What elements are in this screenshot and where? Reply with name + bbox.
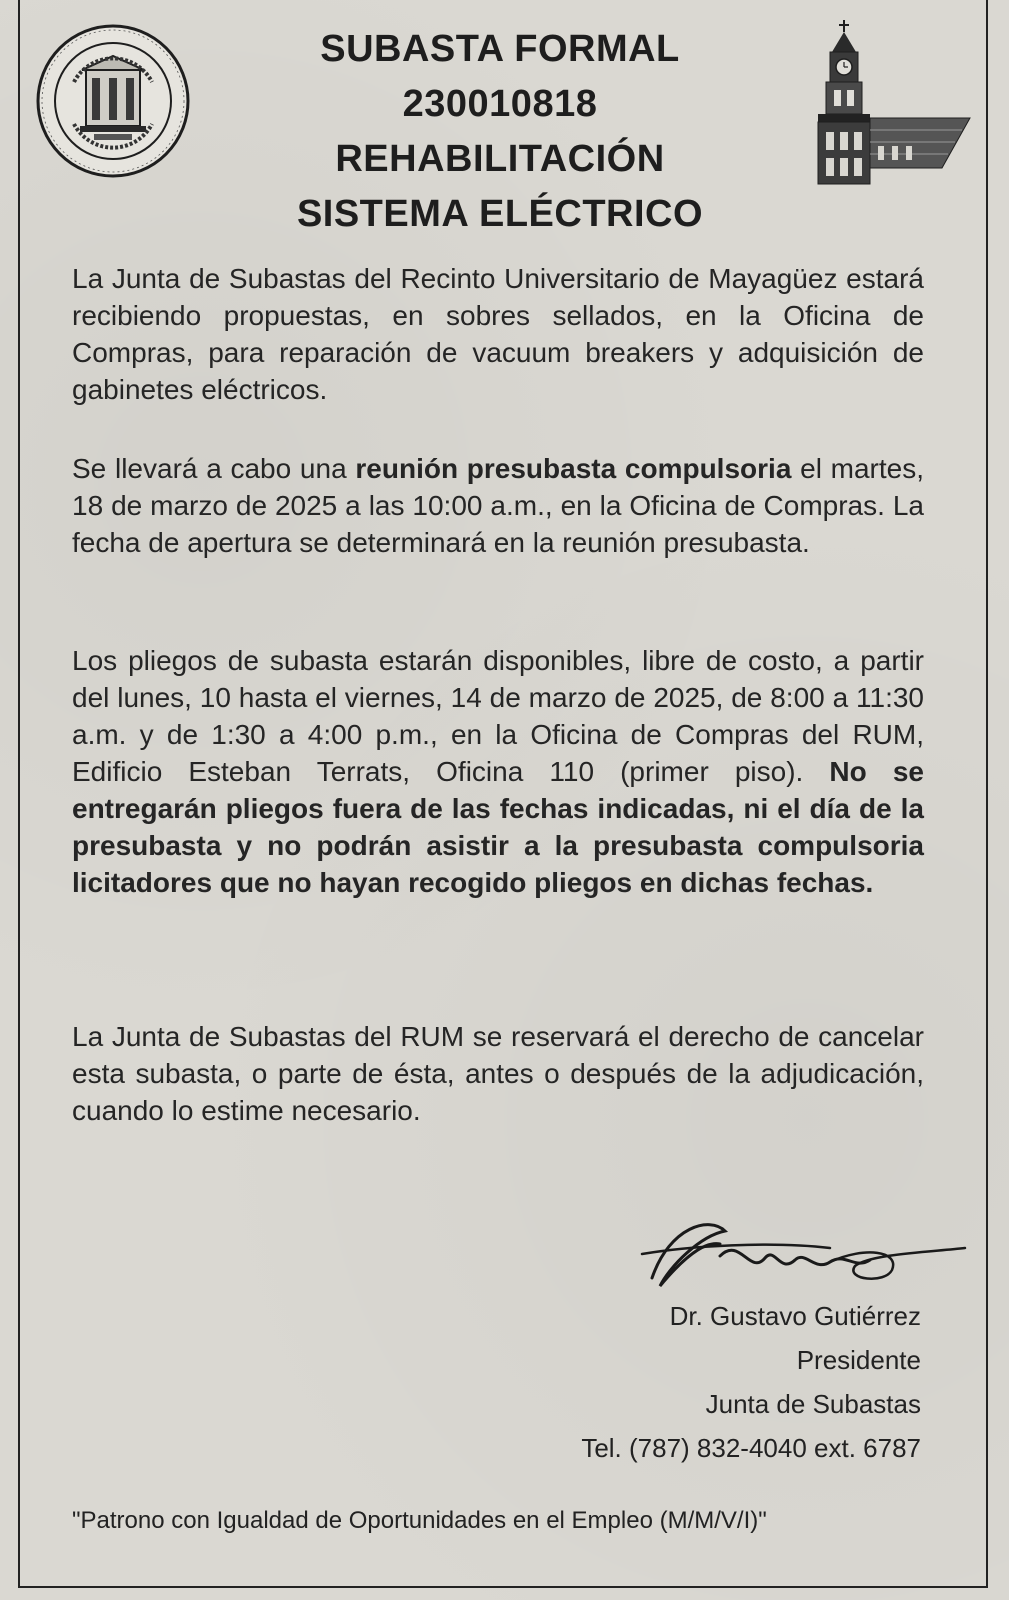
title-line-3: REHABILITACIÓN	[335, 138, 665, 180]
clock-tower-building-icon	[812, 18, 974, 190]
handwritten-signature	[630, 1196, 970, 1306]
paragraph-2-text-end: el martes, 18 de marzo de 2025 a las 10:00 a.m., en la Oficina de Compras. La fecha de apertura se determinará en la reunión presubasta.	[72, 453, 924, 558]
paragraph-2-bold: reunión presubasta compulsoria	[355, 453, 792, 484]
title-auction-number: 230010818	[402, 83, 598, 125]
signer-phone: Tel. (787) 832-4040 ext. 6787	[581, 1433, 921, 1463]
notice-title	[220, 22, 780, 242]
title-line-4: SISTEMA ELÉCTRICO	[296, 193, 704, 235]
signer-block	[501, 1294, 921, 1470]
university-seal-icon	[34, 22, 192, 180]
paragraph-3-bold: No se entregarán pliegos fuera de las fechas indicadas, ni el día de la presubasta y no podrán asistir a la presubasta compulsoria licitadores que no hayan recogido pliegos en dichas fechas.	[72, 756, 924, 898]
signer-role: Presidente	[796, 1345, 921, 1375]
paragraph-reservation-of-rights: La Junta de Subastas del RUM se reservará el derecho de cancelar esta subasta, o parte de ésta, antes o después de la adjudicación, cuando lo estime necesario.	[72, 1021, 924, 1126]
title-line-1: SUBASTA FORMAL	[320, 28, 680, 70]
paragraph-3-text: Los pliegos de subasta estarán disponibles, libre de costo, a partir del lunes, 10 hasta el viernes, 14 de marzo de 2025, de 8:00 a 11:30 a.m. y de 1:30 a 4:00 p.m., en la Oficina de Compras del RUM, Edificio Esteban Terrats, Oficina 110 (primer piso).	[72, 645, 924, 787]
signer-organization: Junta de Subastas	[705, 1389, 921, 1419]
paragraph-2-text: Se llevará a cabo una	[72, 453, 356, 484]
equal-opportunity-footer: "Patrono con Igualdad de Oportunidades en el Empleo (M/M/V/I)"	[72, 1507, 767, 1534]
signer-name: Dr. Gustavo Gutiérrez	[669, 1301, 921, 1331]
paragraph-documents-availability	[72, 642, 924, 901]
paragraph-pre-auction-meeting	[72, 450, 924, 561]
paragraph-intro: La Junta de Subastas del Recinto Universitario de Mayagüez estará recibiendo propuestas, en sobres sellados, en la Oficina de Compras, para reparación de vacuum breakers y adquisición de gabinetes eléctricos.	[72, 263, 924, 405]
